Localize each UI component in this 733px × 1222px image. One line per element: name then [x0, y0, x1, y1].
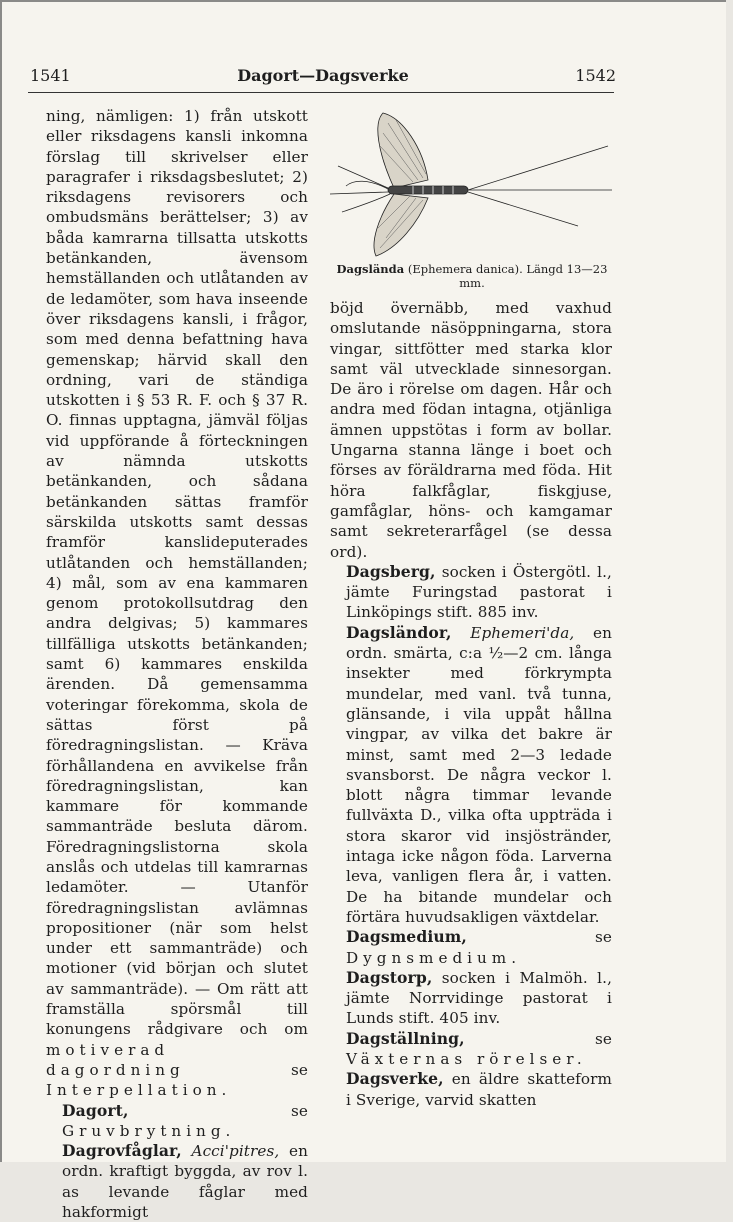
- headword: Dagställning,: [346, 1028, 465, 1048]
- headword: Dagsländor,: [346, 622, 452, 642]
- entry-dagort: Dagort, se Gruvbrytning.: [62, 1100, 308, 1140]
- continuation-paragraph: böjd övernäbb, med vaxhud omslutande näsöppningarna, stora vingar, sittfötter med starka klor samt väl utvecklade sinnesorgan. De äro i rörelse om dagen. Hår och andra med födan intagna, otjänliga ämnen uppstötas i form av bollar. Ungarna stanna länge i boet och förses av föräldrarna med föda. Hit höra falkfåglar, fiskgjuse, gamfåglar, höns- och kamgamar samt sekreterarfågel (se dessa ord).: [330, 299, 612, 561]
- caption-text: (Ephemera danica). Längd 13—23 mm.: [407, 262, 608, 290]
- left-paragraph: ning, nämligen: 1) från utskott eller riksdagens kansli inkomna förslag till skrivelser eller paragrafer i riksdagsbeslutet; 2) riksdagens revisorers och ombudsmäns berättelser; 3) av båda kamrarna tillsatta utskotts betänkanden, ävensom hemställanden och utlåtanden av de ledamöter, som hava inseende över riksdagens kansli, i frågor, som med denna befattning hava gemenskap; härvid skall den ordning, vari de ständiga utskotten i § 53 R. F. och § 37 R. O. finnas upptagna, jämväl följas vid uppförande å förteckningen av nämnda utskotts betänkanden, och sådana betänkanden sättas framför särskilda utskotts samt dessas framför kanslideputerades utlåtanden och hemställanden; 4) mål, som av ena kammaren genom protokollsutdrag den andra delgivas; 5) kammares tillfälliga utskotts betänkanden; samt 6) kammares enskilda ärenden. Då gemensamma voteringar förekomma, skola de sättas först på föredragningslistan. — Kräva förhållandena en avvikelse från föredragningslistan, kan kammare för kommande sammanträde besluta därom. Föredragningslistorna skola anslås och utdelas till kamrarnas ledamöter. — Utanför föredragningslistan avlämnas propositioner (när som helst under ett sammanträde) och motioner (vid början och slutet av sammanträde). — Om rätt att framställa spörsmål till konungens rådgivare och om motiverad dagordning se Interpellation.: [46, 107, 308, 1100]
- mayfly-illustration: [328, 108, 618, 258]
- page-number-left: 1541: [30, 66, 71, 85]
- figure-caption: [330, 262, 614, 290]
- mayfly-icon: [328, 108, 618, 258]
- entry-dagrovfaglar: Dagrovfåglar, Acci'pitres, en ordn. kraftigt byggda, av rov l. as levande fåglar med hakformigt: [62, 1141, 308, 1222]
- entry-dagstorp: Dagstorp, socken i Malmöh. l., jämte Norrvidinge pastorat i Lunds stift. 405 inv.: [346, 967, 612, 1028]
- headword: Dagsberg,: [346, 561, 436, 581]
- entry-dagsberg: Dagsberg, socken i Östergötl. l., jämte Furingstad pastorat i Linköpings stift. 885 inv.: [346, 561, 612, 622]
- running-title: Dagort—Dagsverke: [237, 66, 409, 85]
- headword: Dagrovfåglar,: [62, 1141, 182, 1161]
- headword: Dagsmedium,: [346, 927, 467, 947]
- latin-name: Acci'pitres,: [191, 1142, 280, 1161]
- entry-dagstallning: Dagställning, se Växternas rörelser.: [346, 1028, 612, 1068]
- caption-name: Dagslända: [336, 262, 405, 276]
- headword: Dagort,: [62, 1100, 129, 1120]
- headword: Dagstorp,: [346, 967, 433, 987]
- left-column: [46, 106, 308, 1222]
- page-number-right: 1542: [575, 66, 616, 85]
- right-column: [330, 298, 612, 1110]
- entry-dagsmedium: Dagsmedium, se Dygnsmedium.: [346, 927, 612, 967]
- latin-name: Ephemeri'da,: [470, 623, 575, 642]
- headword: Dagsverke,: [346, 1069, 444, 1089]
- cross-reference: Dygnsmedium.: [346, 948, 522, 967]
- cross-reference: Växternas rörelser.: [346, 1049, 587, 1068]
- cross-reference: Gruvbrytning.: [62, 1121, 236, 1140]
- entry-dagslandor: Dagsländor, Ephemeri'da, en ordn. smärta, c:a ½—2 cm. långa insekter med förkrympta mundelar, med vanl. två tunna, glänsande, i vila uppåt hållna vingpar, av vilka det bakre är minst, samt med 2—3 ledade svansborst. De några veckor l. blott några timmar levande fullväxta D., vilka ofta uppträda i stora skaror vid insjöstränder, intaga icke någon föda. Larverna leva, vanligen flera år, i vatten. De ha bitande mundelar och förtära huvudsakligen växtdelar.: [346, 622, 612, 926]
- spaced-reference: Interpellation.: [46, 1081, 232, 1100]
- spaced-reference: motiverad dagordning: [46, 1040, 185, 1079]
- page-header: [30, 66, 616, 90]
- entry-dagsverke: Dagsverke, en äldre skatteform i Sverige, varvid skatten: [346, 1069, 612, 1109]
- header-rule: [28, 92, 614, 93]
